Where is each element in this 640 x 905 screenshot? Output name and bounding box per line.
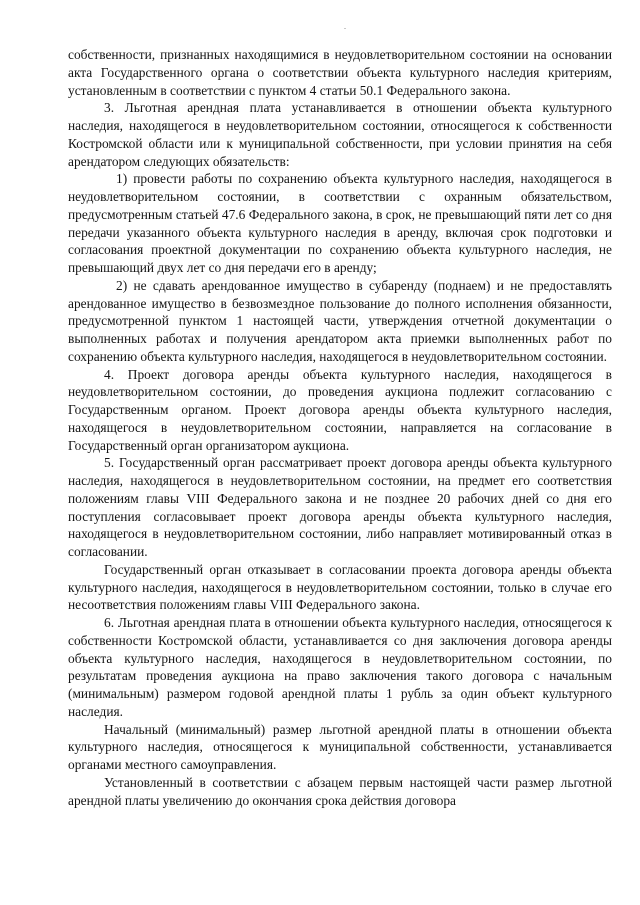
scan-speck	[344, 28, 346, 29]
paragraph-initial-rent: Начальный (минимальный) размер льготной арендной платы в отношении объекта культурного наследия, относящегося к муниципальной собственности, устанавливается органами местного самоуправления.	[68, 721, 612, 772]
paragraph-rent-increase: Установленный в соответствии с абзацем первым настоящей части размер льготной арендной платы увеличению до окончания срока действия договора	[68, 774, 612, 808]
paragraph-item-6: 6. Льготная арендная плата в отношении объекта культурного наследия, относящегося к собственности Костромской области, устанавливается со дня заключения договора аренды объекта культурного наследия, находящегося в неудовлетворительном состоянии, по результатам проведения аукциона на право заключения такого договора с начальным (минимальным) размером годовой арендной платы 1 рубль за один объект культурного наследия.	[68, 615, 612, 719]
paragraph-continuation: собственности, признанных находящимися в неудовлетворительном состоянии на основании акта Государственного органа о соответствии объекта культурного наследия критериям, установленным в соответствии с пунктом 4 статьи 50.1 Федерального закона.	[68, 47, 612, 98]
paragraph-item-3: 3. Льготная арендная плата устанавливается в отношении объекта культурного наследия, находящегося в неудовлетворительном состоянии, относящегося к собственности Костромской области или к муниципальной собственности, при условии принятия на себя арендатором следующих обязательств:	[68, 100, 612, 169]
document-body	[68, 46, 612, 809]
paragraph-subitem-1: 1) провести работы по сохранению объекта культурного наследия, находящегося в неудовлетворительном состоянии, в соответствии с охранным обязательством, предусмотренным статьей 47.6 Федерального закона, в срок, не превышающий пяти лет со дня передачи указанного объекта культурного наследия в аренду, включая срок подготовки и согласования проектной документации по сохранению объекта культурного наследия, не превышающий двух лет со дня передачи его в аренду;	[68, 171, 612, 275]
paragraph-subitem-2: 2) не сдавать арендованное имущество в субаренду (поднаем) и не предоставлять арендованное имущество в безвозмездное пользование до полного исполнения обязанности, предусмотренной пунктом 1 настоящей части, утверждения отчетной документации о выполненных работах и получения арендатором акта приемки выполненных работ по сохранению объекта культурного наследия, находящегося в неудовлетворительном состоянии.	[68, 277, 612, 364]
paragraph-item-4: 4. Проект договора аренды объекта культурного наследия, находящегося в неудовлетворительном состоянии, до проведения аукциона подлежит согласованию с Государственным органом. Проект договора аренды объекта культурного наследия, находящегося в неудовлетворительном состоянии, направляется на согласование в Государственный орган организатором аукциона.	[68, 366, 612, 453]
paragraph-item-5: 5. Государственный орган рассматривает проект договора аренды объекта культурного наследия, находящегося в неудовлетворительном состоянии, на предмет его соответствия положениям главы VIII Федерального закона и не позднее 20 рабочих дней со дня его поступления согласовывает проект договора аренды объекта культурного наследия, находящегося в неудовлетворительном состоянии, либо направляет мотивированный отказ в согласовании.	[68, 455, 612, 559]
paragraph-refusal: Государственный орган отказывает в согласовании проекта договора аренды объекта культурного наследия, находящегося в неудовлетворительном состоянии, только в случае его несоответствия положениям главы VIII Федерального закона.	[68, 561, 612, 613]
